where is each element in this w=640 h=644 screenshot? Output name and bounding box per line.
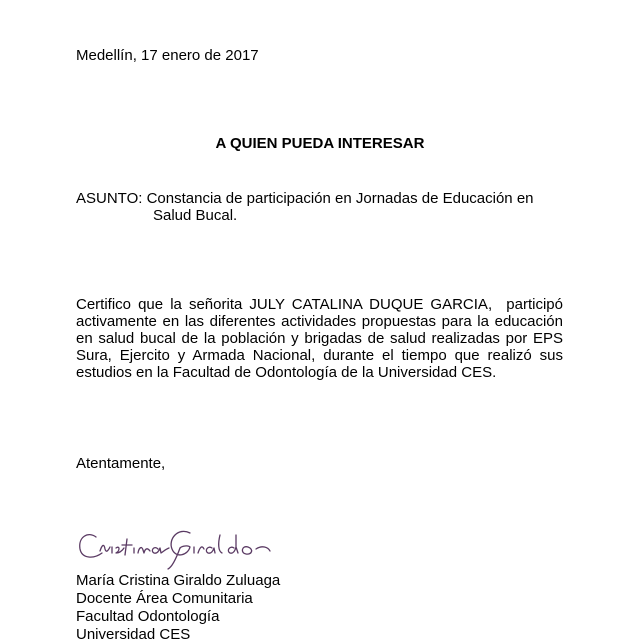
handwritten-signature-icon bbox=[72, 515, 302, 575]
body-student-name: JULY CATALINA DUQUE GARCIA, bbox=[249, 296, 493, 313]
letter-body bbox=[76, 296, 563, 381]
letter-closing: Atentamente, bbox=[76, 455, 166, 472]
letter-date: Medellín, 17 enero de 2017 bbox=[76, 47, 259, 64]
subject-text-line-1: Constancia de participación en Jornadas de Educación en bbox=[146, 190, 534, 207]
signer-block bbox=[76, 572, 280, 644]
subject-label: ASUNTO: bbox=[76, 190, 143, 207]
body-intro: Certifico que la señorita bbox=[76, 296, 243, 313]
letter-subject bbox=[76, 190, 576, 224]
signer-title: Docente Área Comunitaria bbox=[76, 590, 253, 607]
signer-faculty: Facultad Odontología bbox=[76, 608, 220, 625]
signer-university: Universidad CES bbox=[76, 626, 191, 643]
subject-line-1 bbox=[76, 190, 576, 207]
letter-heading: A QUIEN PUEDA INTERESAR bbox=[215, 135, 425, 152]
subject-text-line-2: Salud Bucal. bbox=[153, 207, 238, 224]
body-rest: participó activamente en las diferentes actividades propuestas para la educación en salud bucal de la población y brigadas de salud realizadas por EPS Sura, Ejercito y Armada Nacional, durante el tiempo que realizó sus estudios en la Facultad de Odontología de la Universidad CES. bbox=[76, 296, 563, 381]
signer-name: María Cristina Giraldo Zuluaga bbox=[76, 572, 281, 589]
